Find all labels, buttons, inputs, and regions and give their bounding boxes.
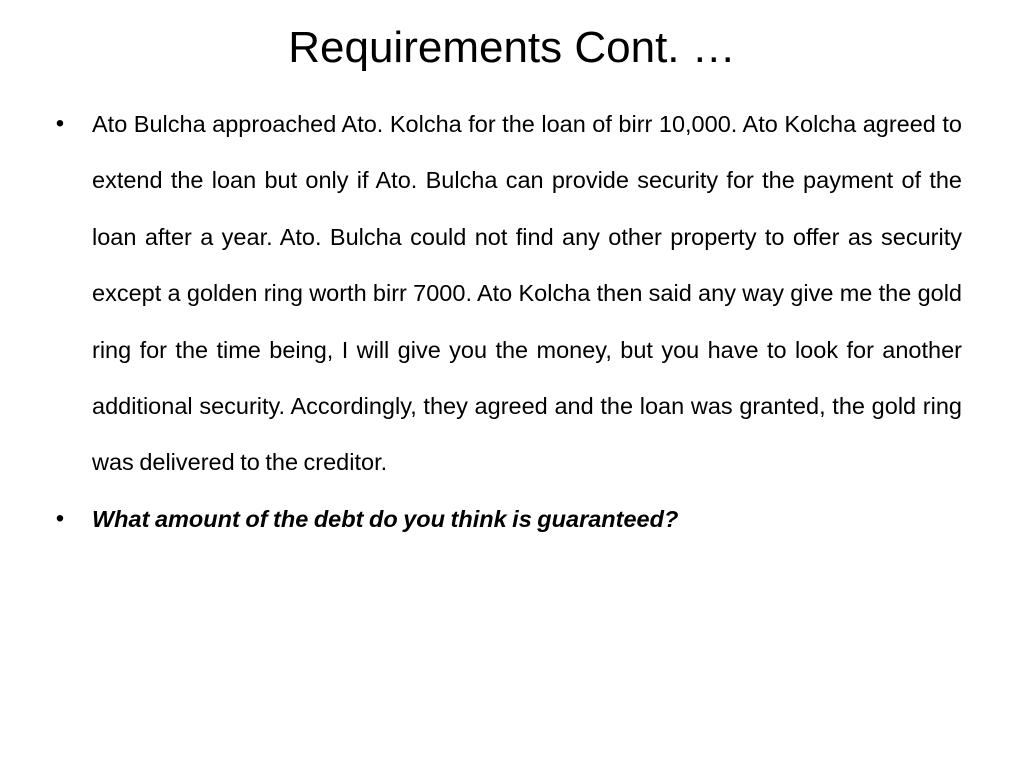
- scenario-text: Ato Bulcha approached Ato. Kolcha for the loan of birr 10,000. Ato Kolcha agreed to extend the loan but only if Ato. Bulcha can provide security for the payment of the loan after a year. Ato. Bulcha could not find any other property to offer as security except a golden ring worth birr 7000. Ato Kolcha then said any way give me the gold ring for the time being, I will give you the money, but you have to look for another additional security. Accordingly, they agreed and the loan was granted, the gold ring was delivered to the creditor.: [92, 111, 962, 476]
- bullet-marker: •: [55, 504, 65, 532]
- question-text: What amount of the debt do you think is guaranteed?: [92, 505, 679, 532]
- bullet-list: [50, 96, 962, 547]
- slide-title: Requirements Cont. …: [288, 23, 736, 72]
- bullet-item-scenario: [50, 96, 962, 491]
- bullet-item-question: [50, 491, 962, 547]
- bullet-marker: •: [55, 110, 65, 137]
